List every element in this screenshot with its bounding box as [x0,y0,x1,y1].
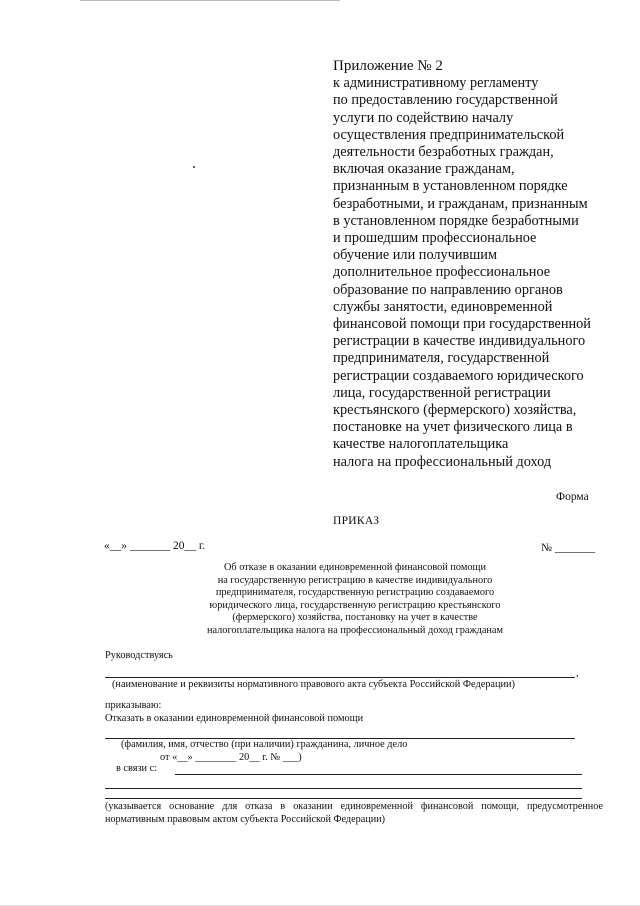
reason-footnote [105,800,603,826]
annex-line: финансовой помощи при государственной [333,316,591,333]
guided-by-label: Руководствуясь [105,650,173,661]
order-title-line: предпринимателя, государственную регистрацию создаваемого [215,587,495,599]
refuse-text: Отказать в оказании единовременной финансовой помощи [105,713,364,724]
annex-line: крестьянского (фермерского) хозяйства, [333,402,577,419]
legal-act-line[interactable] [105,677,575,678]
annex-line: по предоставлению государственной [333,92,558,109]
reason-line-2[interactable] [105,788,582,789]
annex-line: услуги по содействию началу [333,109,514,126]
annex-title: Приложение № 2 [333,58,443,74]
annex-line: обучение или получившим [333,247,497,264]
annex-line: регистрации в качестве индивидуального [333,333,586,350]
annex-line: включая оказание гражданам, [333,161,515,178]
annex-line: безработными, и гражданам, признанным [333,195,588,212]
reason-line-3[interactable] [105,798,582,799]
annex-line: качестве налогоплательщика [333,436,509,453]
annex-line: службы занятости, единовременной [333,298,553,315]
legal-act-hint: (наименование и реквизиты нормативного правового акта субъекта Российской Федерации) [112,679,515,690]
order-title-line: на государственную регистрацию в качестве индивидуального [217,574,493,586]
form-label: Форма [556,491,589,503]
annex-line: лица, государственной регистрации [333,384,551,401]
annex-line: признанным в установленном порядке [333,178,568,195]
annex-line: дополнительное профессиональное [333,264,551,281]
annex-line: постановке на учет физического лица в [333,419,573,436]
personal-file-field[interactable]: от «__» ________ 20__ г. № ___) [160,752,302,763]
annex-line: деятельности безработных граждан, [333,144,554,161]
citizen-hint: (фамилия, имя, отчество (при наличии) гражданина, личное дело [121,739,408,750]
annex-line: и прошедшим профессиональное [333,230,537,247]
annex-line: в установленном порядке безработными [333,212,579,229]
order-title [190,562,520,638]
document-type-heading: ПРИКАЗ [333,515,380,527]
order-title-line: налогоплательщика налога на профессиональный доход гражданам [207,624,503,636]
scan-edge-top [80,0,340,1]
annex-header [333,58,623,471]
order-title-line: Об отказе в оказании единовременной финансовой помощи [224,562,486,573]
annex-line: осуществления предпринимательской [333,126,565,143]
order-number-field[interactable]: № _______ [541,542,596,554]
order-title-line: (фермерского) хозяйства, постановку на учет в качестве [232,612,478,624]
footnote-line: нормативным правовым актом субъекта Российской Федерации) [105,814,386,825]
scan-speck [193,166,195,168]
order-title-line: юридического лица, государственную регистрацию крестьянского [209,599,501,611]
date-field[interactable]: «__» _______ 20__ г. [104,540,206,552]
reason-line-1[interactable] [175,774,582,775]
annex-line: налога на профессиональный доход [333,453,552,470]
annex-line: к административному регламенту [333,75,539,92]
footnote-line: (указывается основание для отказа в оказании единовременной финансовой помощи, предусмотренное [105,801,603,812]
reason-label: в связи с: [116,763,158,774]
annex-line: предпринимателя, государственной [333,350,550,367]
orders-label: приказываю: [105,700,162,711]
guided-by-comma: , [576,668,579,679]
annex-line: образование по направлению органов [333,281,563,298]
annex-line: регистрации создаваемого юридического [333,367,584,384]
